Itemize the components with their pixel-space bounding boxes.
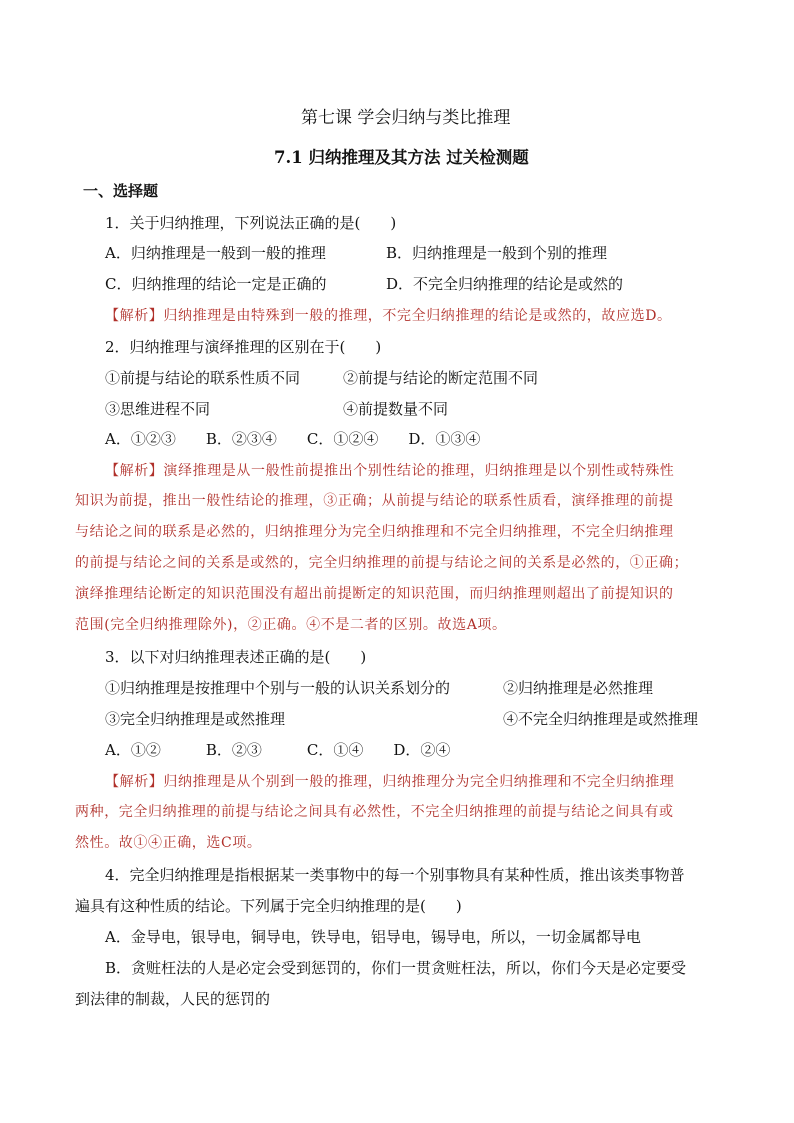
question-2-analysis-line-4: 的前提与结论之间的关系是或然的，完全归纳推理的前提与结论之间的关系是必然的，①正确； — [75, 555, 689, 571]
section-heading: 一、选择题 — [83, 182, 159, 200]
question-2-item-1: ①前提与结论的联系性质不同 — [105, 369, 301, 387]
question-3-item-3: ③完全归纳推理是或然推理 — [105, 710, 286, 728]
question-2-stem: 2．归纳推理与演绎推理的区别在于( ) — [105, 338, 382, 356]
question-4-option-b-line-1: B．贪赃枉法的人是必定会受到惩罚的，你们一贯贪赃枉法，所以，你们今天是必定要受 — [105, 959, 687, 977]
question-2-analysis-line-5: 演绎推理结论断定的知识范围没有超出前提断定的知识范围，而归纳推理则超出了前提知识的 — [75, 586, 674, 602]
page-title: 第七课 学会归纳与类比推理 — [301, 108, 511, 128]
question-3-analysis-line-1: 【解析】归纳推理是从个别到一般的推理，归纳推理分为完全归纳推理和不完全归纳推理 — [105, 774, 675, 790]
question-3-item-4: ④不完全归纳推理是或然推理 — [503, 710, 699, 728]
question-1-option-c: C．归纳推理的结论一定是正确的 — [105, 275, 327, 293]
question-4-stem-line-2: 遍具有这种性质的结论。下列属于完全归纳推理的是( ) — [75, 897, 462, 915]
question-2-item-4: ④前提数量不同 — [343, 400, 449, 418]
question-3-item-1: ①归纳推理是按推理中个别与一般的认识关系划分的 — [105, 679, 451, 697]
question-2-item-2: ②前提与结论的断定范围不同 — [343, 369, 539, 387]
question-1-option-a: A．归纳推理是一般到一般的推理 — [105, 244, 326, 262]
question-2-analysis-line-1: 【解析】演绎推理是从一般性前提推出个别性结论的推理，归纳推理是以个别性或特殊性 — [105, 463, 675, 479]
page-subtitle: 7.1 归纳推理及其方法 过关检测题 — [274, 148, 529, 167]
question-3-item-2: ②归纳推理是必然推理 — [503, 679, 654, 697]
question-3-stem: 3．以下对归纳推理表述正确的是( ) — [105, 648, 367, 666]
analysis-text: 归纳推理是由特殊到一般的推理，不完全归纳推理的结论是或然的，故应选D。 — [163, 308, 672, 324]
analysis-tag: 【解析】 — [105, 308, 164, 324]
question-2-choices: A．①②③ B．②③④ C．①②④ D．①③④ — [105, 430, 481, 448]
question-3-choices: A．①② B．②③ C．①④ D．②④ — [105, 741, 451, 759]
question-1-stem: 1．关于归纳推理，下列说法正确的是( ) — [105, 214, 397, 232]
question-2-analysis-line-2: 知识为前提，推出一般性结论的推理，③正确；从前提与结论的联系性质看，演绎推理的前提 — [75, 493, 674, 509]
question-2-item-3: ③思维进程不同 — [105, 400, 211, 418]
question-2-analysis-line-3: 与结论之间的联系是必然的，归纳推理分为完全归纳推理和不完全归纳推理，不完全归纳推理 — [75, 524, 674, 540]
question-4-stem-line-1: 4．完全归纳推理是指根据某一类事物中的每一个别事物具有某种性质，推出该类事物普 — [105, 866, 685, 884]
question-4-option-b-line-2: 到法律的制裁，人民的惩罚的 — [75, 990, 271, 1008]
question-1-analysis — [105, 306, 672, 326]
question-1-option-d: D．不完全归纳推理的结论是或然的 — [386, 275, 624, 293]
question-3-analysis-line-2: 两种，完全归纳推理的前提与结论之间具有必然性，不完全归纳推理的前提与结论之间具有或 — [75, 804, 674, 820]
question-2-analysis-line-6: 范围(完全归纳推理除外)，②正确。④不是二者的区别。故选A项。 — [75, 617, 507, 633]
question-4-option-a: A．金导电，银导电，铜导电，铁导电，铝导电，锡导电，所以，一切金属都导电 — [105, 928, 641, 946]
question-3-analysis-line-3: 然性。故①④正确，选C项。 — [75, 835, 262, 851]
analysis-tag: 【解析】 — [105, 463, 164, 479]
question-1-option-b: B．归纳推理是一般到个别的推理 — [386, 244, 608, 262]
analysis-tag: 【解析】 — [105, 774, 164, 790]
